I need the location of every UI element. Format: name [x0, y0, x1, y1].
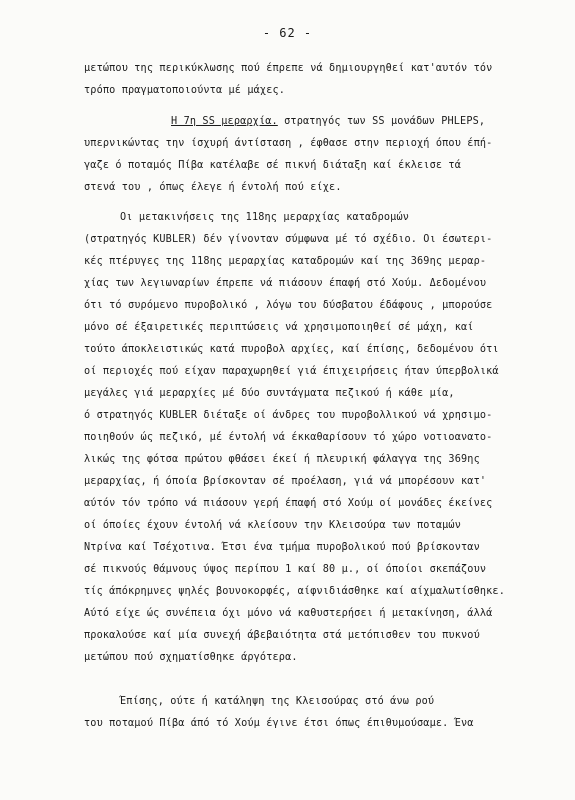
text-line-1: μετώπου της περικύκλωσης πού έπρεπε νά δημιουργηθεί κατ'αυτόν τόν	[84, 63, 493, 74]
text-line-22: οί όποίες έχουν έντολή νά κλείσουν την Κλεισούρα των ποταμών	[84, 520, 462, 531]
text-line-15: οί περιοχές πού είχαν παραχωρηθεί γιά έπιχειρήσεις ήταν ύπερβολικά	[84, 366, 499, 377]
division-heading: Η 7η SS μεραρχία.	[171, 116, 278, 127]
text-line-14: τούτο άποκλειστικώς κατά πυροβολ αρχίες, καί έπίσης, δεδομένου ότι	[84, 344, 499, 355]
text-line-6: γαζε ό ποταμός Πίβα κατέλαβε σέ πικνή διάταξη καί έκλεισε τά	[84, 160, 462, 171]
text-line-23: Ντρίνα καί Τσέχοτινα. Έτσι ένα τμήμα πυροβολικού πού βρίσκονταν	[84, 542, 480, 553]
text-line-5: υπερνικώντας την ίσχυρή άντίσταση , έφθασε στην περιοχή όπου έπή-	[84, 138, 493, 149]
text-line-26: Αύτό είχε ώς συνέπεια όχι μόνο νά καθυστερήσει ή μετακίνηση, άλλά	[84, 608, 493, 619]
text-line-13: μόνο σέ έξαιρετικές περιπτώσεις νά χρησιμοποιηθεί σέ μάχη, καί	[84, 322, 474, 333]
text-line-24: σέ πικνούς θάμνους ύψος περίπου 1 καί 80 μ., οί όποίοι σκεπάζουν	[84, 564, 487, 575]
text-line-28: μετώπου πού σχηματίσθηκε άργότερα.	[84, 652, 298, 663]
text-line-20: μεραρχίας, ή όποία βρίσκονταν σέ προέλαση, γιά νά μπορέσουν κατ'	[84, 476, 487, 487]
text-line-17: ό στρατηγός KUBLER διέταξε οί άνδρες του πυροβολλικού νά χρησιμο-	[84, 410, 493, 421]
page-number: - 62 -	[262, 26, 313, 40]
text-line-21: αύτόν τόν τρόπο νά πιάσουν γερή έπαφή στό Χούμ οί μονάδες έκείνες	[84, 498, 493, 509]
text-line-7: στενά του , όπως έλεγε ή έντολή πού είχε.	[84, 182, 342, 193]
text-line-16: μεγάλες γιά μεραρχίες μέ δύο συντάγματα πεζικού ή κάθε μία,	[84, 388, 455, 399]
text-line-10: κές πτέρυγες της 118ης μεραρχίας καταδρομών καί της 369ης μεραρ-	[84, 256, 487, 267]
text-line-27: προκαλούσε καί μία συνεχή άβεβαιότητα στά μετόπισθεν του πυκνού	[84, 630, 480, 641]
text-line-25: τίς άπόκρημνες ψηλές βουνοκορφές, αίφνιδιάσθηκε καί αίχμαλωτίσθηκε.	[84, 586, 505, 597]
text-line-8: Οι μετακινήσεις της 118ης μεραρχίας καταδρομών	[120, 212, 410, 223]
division-heading-continuation: στρατηγός των SS μονάδων PHLEPS,	[284, 116, 486, 127]
text-line-4	[171, 115, 485, 129]
text-line-30: Έπίσης, ούτε ή κατάληψη της Κλεισούρας στό άνω ρού	[120, 696, 435, 707]
text-line-31: του ποταμού Πίβα άπό τό Χούμ έγινε έτσι όπως έπιθυμούσαμε. Ένα	[84, 718, 474, 729]
text-line-18: ποιηθούν ώς πεζικό, μέ έντολή νά έκκαθαρίσουν τό χώρο νοτιοανατο-	[84, 432, 493, 443]
text-line-12: ότι τό συρόμενο πυροβολικό , λόγω του δύσβατου έδάφους , μπορούσε	[84, 300, 493, 311]
text-line-19: λικώς της φότσα πρώτου φθάσει έκεί ή πλευρική φάλαγγα της 369ης	[84, 454, 480, 465]
text-line-11: χίας των λεγιωναρίων έπρεπε νά πιάσουν έπαφή στό Χούμ. Δεδομένου	[84, 278, 487, 289]
text-line-9: (στρατηγός KUBLER) δέν γίνονταν σύμφωνα μέ τό σχέδιο. Οι έσωτερι-	[84, 234, 493, 245]
text-line-2: τρόπο πραγματοποιούντα μέ μάχες.	[84, 85, 286, 96]
